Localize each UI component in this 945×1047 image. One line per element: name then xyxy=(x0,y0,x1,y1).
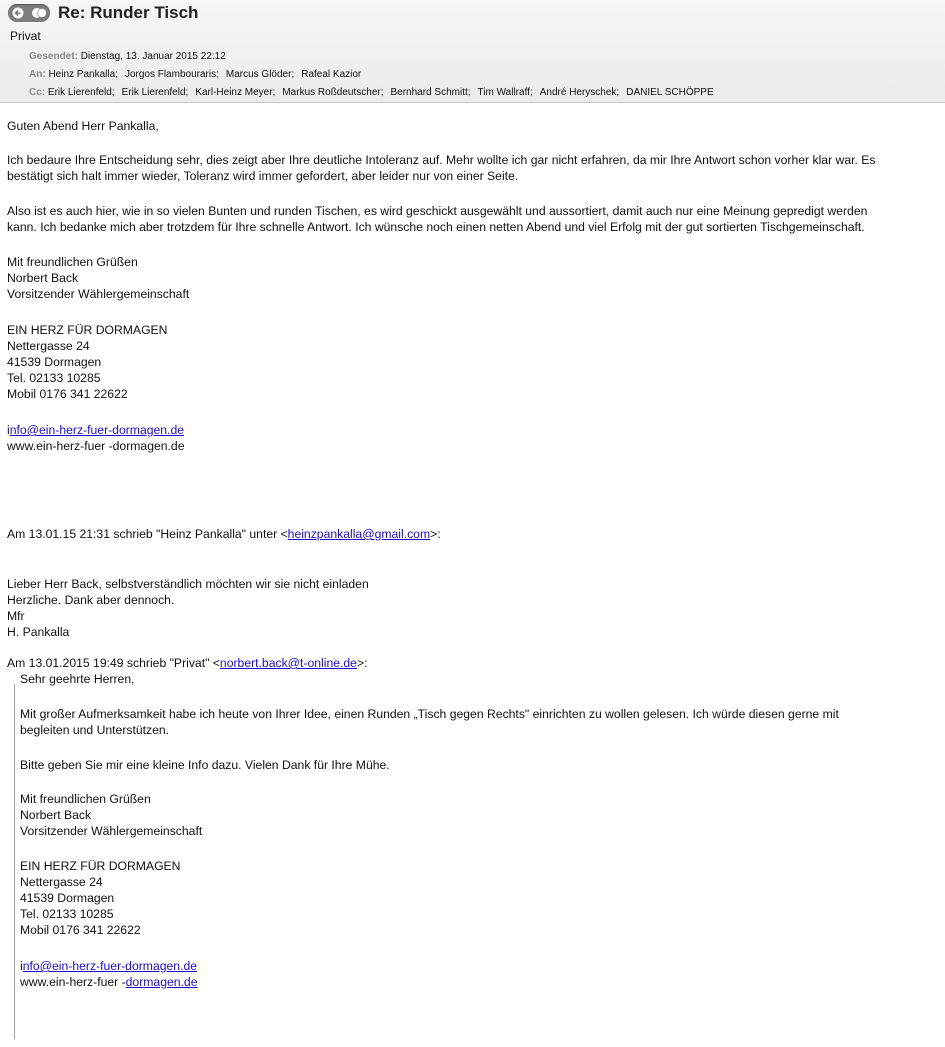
sent-label: Gesendet: xyxy=(29,51,78,62)
arrow-left-icon[interactable] xyxy=(11,7,25,19)
reply-nav-pill[interactable] xyxy=(8,4,50,22)
cc-row xyxy=(29,87,714,98)
cc-recipient[interactable]: Bernhard Schmitt; xyxy=(390,87,471,98)
recipient[interactable]: Jorgos Flambouraris; xyxy=(124,69,219,80)
reply-line: Herzliche. Dank aber dennoch. xyxy=(7,593,175,607)
message-subject: Re: Runder Tisch xyxy=(58,3,199,22)
title-row xyxy=(8,3,198,23)
cc-recipient[interactable]: DANIEL SCHÖPPE xyxy=(626,87,714,98)
mobile: Mobil 0176 341 22622 xyxy=(7,387,128,401)
paragraph-line: bestätigt sich halt immer wieder, Toleranz wird immer gefordert, aber leider nur von einer Seite. xyxy=(7,169,519,183)
quoted-website xyxy=(20,975,197,991)
quoted-organization-name: EIN HERZ FÜR DORMAGEN xyxy=(20,859,181,873)
quoted-salutation: Sehr geehrte Herren, xyxy=(20,672,135,686)
website-link[interactable]: dormagen.de xyxy=(125,975,198,989)
quote-intro-text: Am 13.01.15 21:31 schrieb "Heinz Pankalla" unter < xyxy=(7,527,288,541)
paragraph-line: kann. Ich bedanke mich aber trotzdem für Ihre schnelle Antwort. Ich wünsche noch einen netten Abend und viel Erfolg mit der gut sortierten Tischgemeinschaft. xyxy=(7,220,865,234)
quoted-address-street: Nettergasse 24 xyxy=(20,875,103,889)
email-prefix: i xyxy=(20,959,23,973)
sender-name: Privat xyxy=(10,29,41,43)
website: www.ein-herz-fuer -dormagen.de xyxy=(7,439,185,453)
recipient[interactable]: Rafeal Kazior xyxy=(301,69,362,80)
recipient[interactable]: Heinz Pankalla; xyxy=(48,69,118,80)
address-city: 41539 Dormagen xyxy=(7,355,102,369)
cc-recipient[interactable]: Erik Lierenfeld; xyxy=(47,87,115,98)
message-header xyxy=(0,0,945,103)
quote-intro-end: >: xyxy=(430,527,441,541)
quote-bar xyxy=(14,684,15,1039)
quote-intro xyxy=(7,527,441,543)
to-row xyxy=(29,69,361,80)
cc-recipient[interactable]: André Heryschek; xyxy=(539,87,620,98)
to-label: An: xyxy=(29,69,46,80)
paragraph-line: Ich bedaure Ihre Entscheidung sehr, dies zeigt aber Ihre deutliche Intoleranz auf. Mehr wollte ich gar nicht erfahren, da mir Ihre Antwort schon vorher klar war. Es xyxy=(7,153,876,167)
email-line xyxy=(7,423,184,439)
recipient[interactable]: Marcus Glöder; xyxy=(225,69,295,80)
phone: Tel. 02133 10285 xyxy=(7,371,101,385)
quoted-line: begleiten und Unterstützen. xyxy=(20,723,170,737)
signature-name: Norbert Back xyxy=(7,271,79,285)
quoted-line: Bitte geben Sie mir eine kleine Info dazu. Vielen Dank für Ihre Mühe. xyxy=(20,758,390,772)
greeting: Guten Abend Herr Pankalla, xyxy=(7,119,159,133)
cc-label: Cc: xyxy=(29,87,46,98)
cc-recipient[interactable]: Tim Wallraff; xyxy=(477,87,533,98)
quoted-phone: Tel. 02133 10285 xyxy=(20,907,114,921)
email-prefix: i xyxy=(7,423,10,437)
organization-name: EIN HERZ FÜR DORMAGEN xyxy=(7,323,168,337)
email-link[interactable]: nfo@ein-herz-fuer-dormagen.de xyxy=(22,959,198,973)
email-link[interactable]: norbert.back@t-online.de xyxy=(219,656,357,670)
cc-recipient[interactable]: Erik Lierenfeld; xyxy=(121,87,189,98)
sent-row xyxy=(29,51,226,62)
cc-recipient[interactable]: Markus Roßdeutscher; xyxy=(282,87,384,98)
quote-intro-end: >: xyxy=(356,656,368,670)
address-street: Nettergasse 24 xyxy=(7,339,90,353)
quoted-email-line xyxy=(20,959,197,975)
quoted-line: Mit großer Aufmerksamkeit habe ich heute von Ihrer Idee, einen Runden „Tisch gegen Rechts" einrichten zu wollen gelesen. Ich würde diesen gerne mit xyxy=(20,707,839,721)
website-text: www.ein-herz-fuer - xyxy=(20,975,126,989)
quoted-address-city: 41539 Dormagen xyxy=(20,891,115,905)
sent-value: Dienstag, 13. Januar 2015 22:12 xyxy=(80,51,226,62)
quoted-signature-greeting: Mit freundlichen Grüßen xyxy=(20,792,151,806)
quoted-signature-role: Vorsitzender Wählergemeinschaft xyxy=(20,824,203,838)
reply-line: H. Pankalla xyxy=(7,625,70,639)
reply-line: Lieber Herr Back, selbstverständlich möchten wir sie nicht einladen xyxy=(7,577,369,591)
paragraph-line: Also ist es auch hier, wie in so vielen Bunten und runden Tischen, es wird geschickt ausgewählt und aussortiert, damit auch nur eine Meinung gepredigt werden xyxy=(7,204,868,218)
email-link[interactable]: heinzpankalla@gmail.com xyxy=(287,527,431,541)
quoted-mobile: Mobil 0176 341 22622 xyxy=(20,923,141,937)
quote-intro-text: Am 13.01.2015 19:49 schrieb "Privat" < xyxy=(7,656,220,670)
cc-recipient[interactable]: Karl-Heinz Meyer; xyxy=(195,87,276,98)
quoted-signature-name: Norbert Back xyxy=(20,808,92,822)
email-link[interactable]: nfo@ein-herz-fuer-dormagen.de xyxy=(9,423,185,437)
quote-intro xyxy=(7,656,367,672)
reply-all-icon[interactable] xyxy=(31,7,47,19)
signature-greeting: Mit freundlichen Grüßen xyxy=(7,255,138,269)
reply-line: Mfr xyxy=(7,609,25,623)
signature-role: Vorsitzender Wählergemeinschaft xyxy=(7,287,190,301)
